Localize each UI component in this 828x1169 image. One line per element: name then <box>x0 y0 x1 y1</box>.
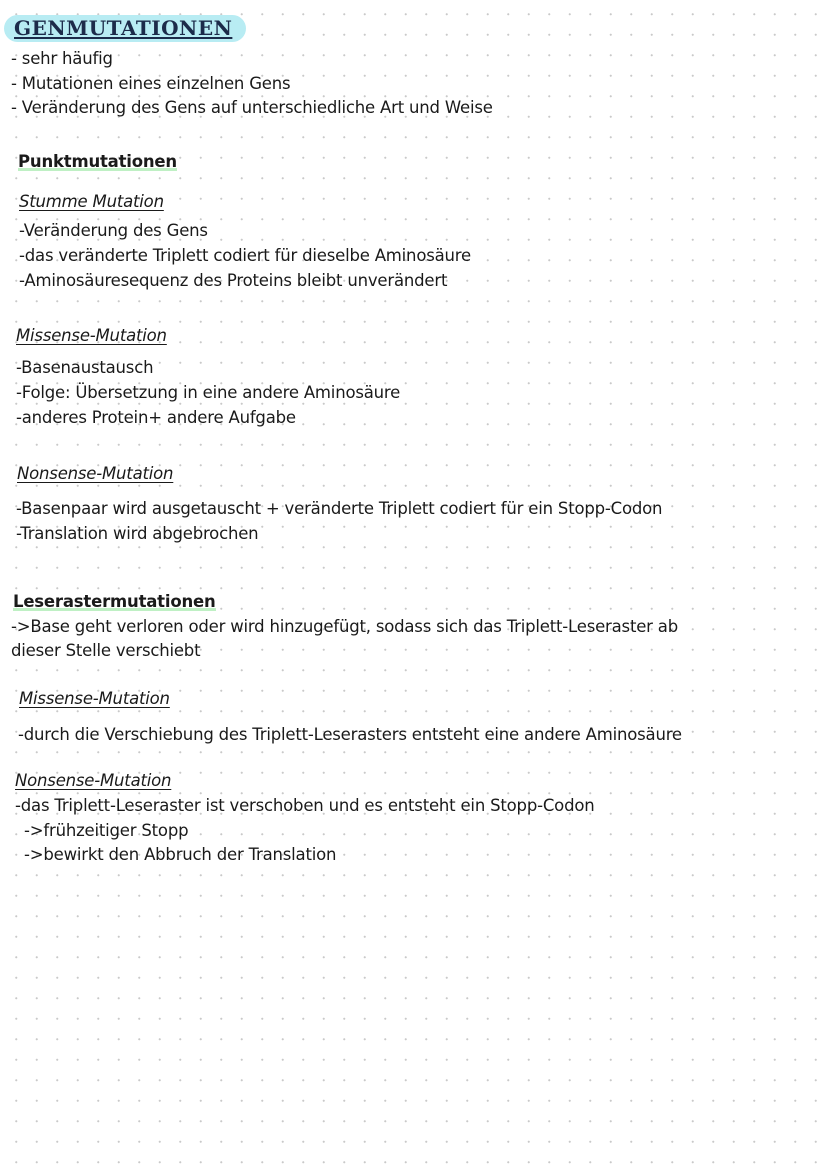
missense-line-2: -Folge: Übersetzung in eine andere Aminosäure <box>16 383 401 402</box>
intro-line-1: - sehr häufig <box>11 49 113 68</box>
missense-line-3: -anderes Protein+ andere Aufgabe <box>16 408 296 427</box>
leseraster-missense-line-1: -durch die Verschiebung des Triplett-Leserasters entsteht eine andere Aminosäure <box>18 725 682 744</box>
page-title: GENMUTATIONEN <box>4 15 246 42</box>
leseraster-nonsense-line-3: ->bewirkt den Abbruch der Translation <box>24 845 337 864</box>
section-heading-leserastermutationen: Leserastermutationen <box>13 592 216 611</box>
subheading-stumme-mutation: Stumme Mutation <box>19 192 164 211</box>
nonsense-line-2: -Translation wird abgebrochen <box>16 524 259 543</box>
section-heading-punktmutationen: Punktmutationen <box>18 152 177 171</box>
leseraster-line-1: ->Base geht verloren oder wird hinzugefügt, sodass sich das Triplett-Leseraster ab <box>11 617 678 636</box>
subheading-nonsense-mutation: Nonsense-Mutation <box>17 464 174 483</box>
nonsense-line-1: -Basenpaar wird ausgetauscht + veränderte Triplett codiert für ein Stopp-Codon <box>16 499 663 518</box>
leseraster-nonsense-line-1: -das Triplett-Leseraster ist verschoben und es entsteht ein Stopp-Codon <box>15 796 595 815</box>
leseraster-line-2: dieser Stelle verschiebt <box>11 641 201 660</box>
intro-line-2: - Mutationen eines einzelnen Gens <box>11 74 291 93</box>
missense-line-1: -Basenaustausch <box>16 358 154 377</box>
stumme-line-1: -Veränderung des Gens <box>19 221 208 240</box>
stumme-line-3: -Aminosäuresequenz des Proteins bleibt unverändert <box>19 271 448 290</box>
subheading-leseraster-nonsense: Nonsense-Mutation <box>15 771 172 790</box>
intro-line-3: - Veränderung des Gens auf unterschiedliche Art und Weise <box>11 98 493 117</box>
stumme-line-2: -das veränderte Triplett codiert für dieselbe Aminosäure <box>19 246 471 265</box>
subheading-missense-mutation: Missense-Mutation <box>16 326 167 345</box>
leseraster-nonsense-line-2: ->frühzeitiger Stopp <box>24 821 189 840</box>
subheading-leseraster-missense: Missense-Mutation <box>19 689 170 708</box>
